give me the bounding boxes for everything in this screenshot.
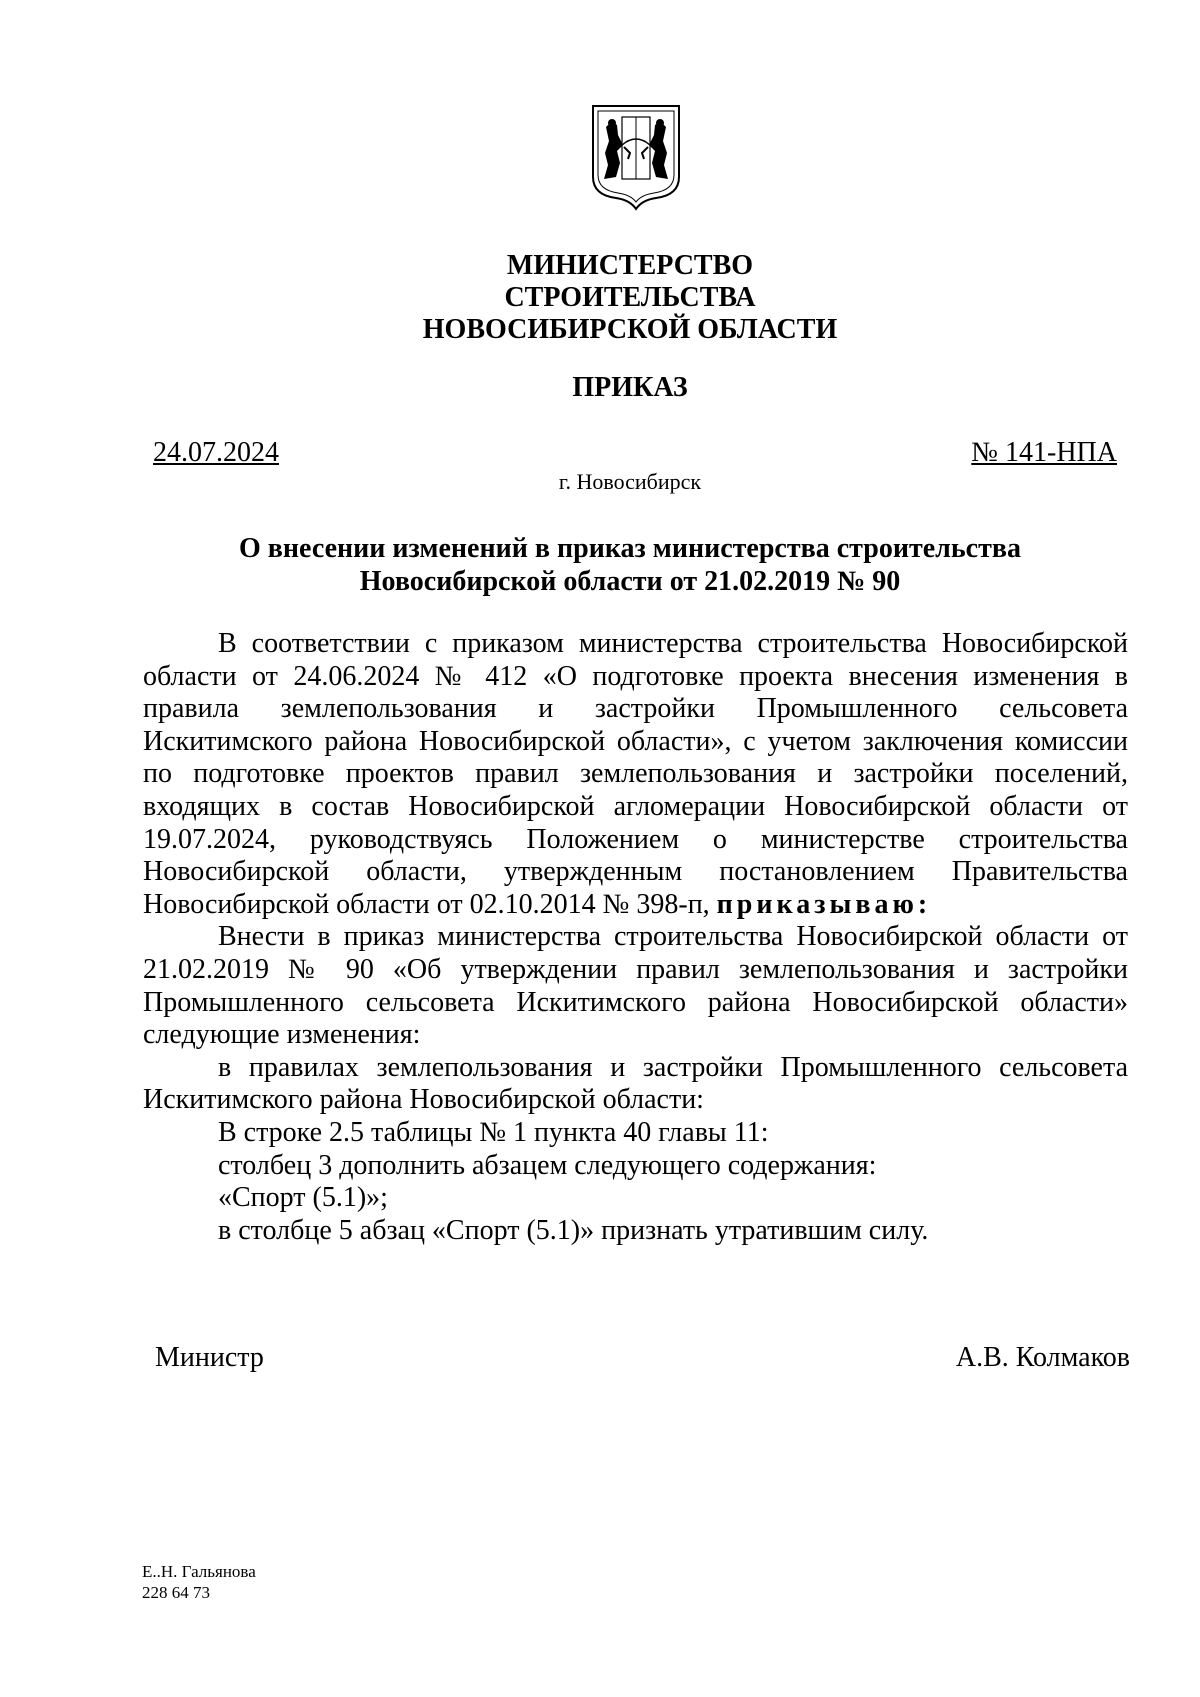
body-paragraph-6: «Спорт (5.1)»; xyxy=(218,1182,388,1214)
document-date: 24.07.2024 xyxy=(153,437,279,468)
executor-name: Е..Н. Гальянова xyxy=(142,1562,256,1581)
body-paragraph-1 xyxy=(143,628,1128,921)
coat-of-arms-icon xyxy=(590,103,682,211)
body-paragraph-4: В строке 2.5 таблицы № 1 пункта 40 главы 11: xyxy=(218,1116,769,1148)
ministry-name-line-2: СТРОИТЕЛЬСТВА xyxy=(504,282,756,313)
ministry-name-line-3: НОВОСИБИРСКОЙ ОБЛАСТИ xyxy=(422,314,838,345)
body-paragraph-2: Внести в приказ министерства строительства Новосибирской области от 21.02.2019 № 90 «Об утверждении правил землепользования и застройки Промышленного сельсовета Искитимского района Новосибирской области» следующие изменения: xyxy=(143,921,1128,1051)
subject-line-2: Новосибирской области от 21.02.2019 № 90 xyxy=(359,566,901,597)
document-body xyxy=(143,628,1128,1247)
signer-name: А.В. Колмаков xyxy=(955,1342,1130,1373)
executor-info xyxy=(142,1561,256,1603)
body-paragraph-7: в столбце 5 абзац «Спорт (5.1)» признать утратившим силу. xyxy=(218,1214,929,1246)
body-paragraph-1-text: В соответствии с приказом министерства строительства Новосибирской области от 24.06.2024 № 412 «О подготовке проекта внесения изменения в правила землепользования и застройки Промышленного сельсовета Искитимского района Новосибирской области», с учетом заключения комиссии по подготовке проектов правил землепользования и застройки поселений, входящих в состав Новосибирской агломерации Новосибирской области от 19.07.2024, руководствуясь Положением о министерстве строительства Новосибирской области, утвержденным постановлением Правительства Новосибирской области от 02.10.2014 № 398-п, xyxy=(143,628,1128,920)
body-paragraph-5: столбец 3 дополнить абзацем следующего содержания: xyxy=(218,1149,877,1181)
executor-phone: 228 64 73 xyxy=(142,1583,210,1602)
document-number: № 141-НПА xyxy=(971,437,1117,468)
body-paragraph-3: в правилах землепользования и застройки Промышленного сельсовета Искитимского района Новосибирской области: xyxy=(143,1051,1128,1116)
document-subject xyxy=(0,532,1200,598)
document-type: ПРИКАЗ xyxy=(572,372,688,403)
subject-line-1: О внесении изменений в приказ министерства строительства xyxy=(239,533,1021,564)
ministry-name-line-1: МИНИСТЕРСТВО xyxy=(506,250,754,281)
document-city: г. Новосибирск xyxy=(558,469,702,494)
signer-title: Министр xyxy=(155,1342,264,1373)
order-keyword: приказываю: xyxy=(716,888,932,920)
